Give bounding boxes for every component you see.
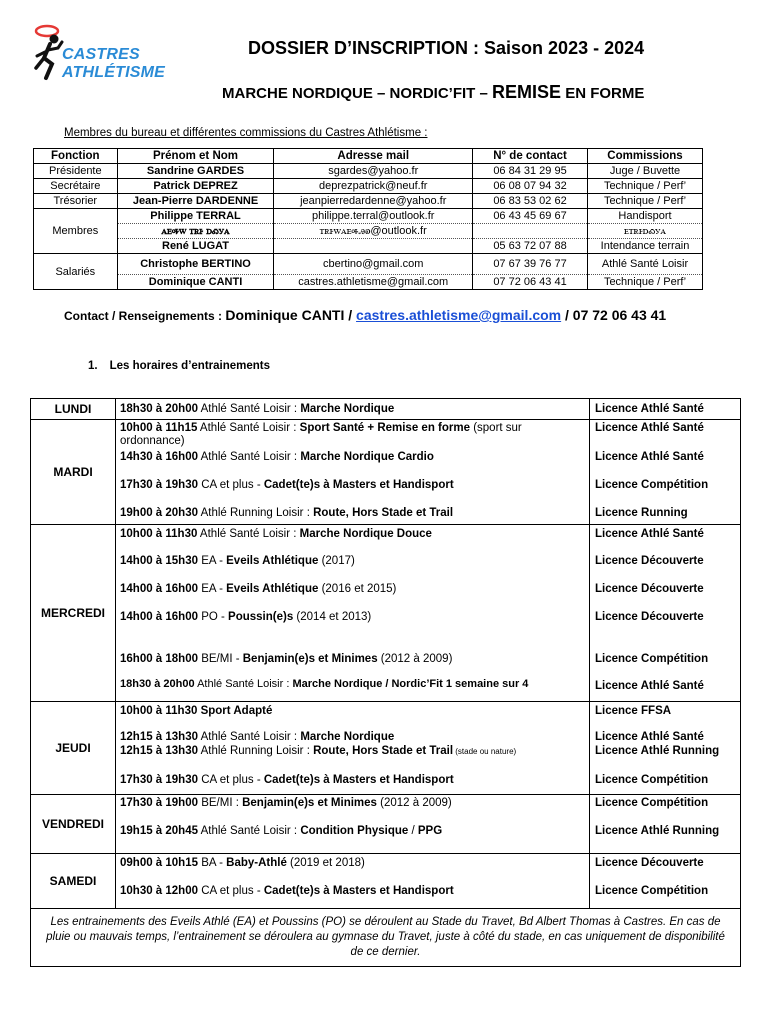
slot-post: (2019 et 2018) <box>286 857 365 869</box>
slot <box>116 823 589 851</box>
contact-sep-2: / <box>561 307 573 323</box>
slot <box>116 478 589 506</box>
licence-label: Licence Athlé Santé <box>595 528 704 540</box>
slot-pre: Athlé Santé Loisir : <box>198 451 301 463</box>
slot <box>116 730 589 744</box>
slot-time: 14h30 à 16h00 <box>120 451 199 463</box>
licence-label: Licence Athlé Running <box>595 745 720 757</box>
schedule-row-samedi <box>31 854 741 909</box>
slot <box>116 608 589 650</box>
day-samedi: SAMEDI <box>31 854 116 909</box>
slot-activity: Marche Nordique <box>300 403 395 415</box>
slot-activity: Condition Physique <box>300 825 409 837</box>
slot <box>116 450 589 478</box>
table-row <box>34 239 703 254</box>
table-row <box>34 275 703 290</box>
slot-pre: Athlé Running Loisir : <box>198 745 314 757</box>
licence-label: Licence Compétition <box>595 797 709 809</box>
members-header-row <box>34 149 703 164</box>
cell-mail[interactable]: jeanpierredardenne@yahoo.fr <box>274 194 473 209</box>
licence-label: Licence Compétition <box>595 885 709 897</box>
members-table <box>33 148 703 290</box>
slot-activity: Cadet(te)s à Masters et Handisport <box>263 885 454 897</box>
cell-tel: 06 43 45 69 67 <box>473 209 588 224</box>
slot-post: / <box>408 825 418 837</box>
slot-time: 14h00 à 16h00 <box>120 583 199 595</box>
slot <box>116 552 589 580</box>
slot-post: (stade ou nature) <box>453 747 517 756</box>
slot-activity: Sport Santé + Remise en forme <box>299 422 470 434</box>
day-jeudi: JEUDI <box>31 702 116 795</box>
slot-activity: Route, Hors Stade et Trail <box>313 745 454 757</box>
licence-label: Licence Athlé Santé <box>595 451 704 463</box>
slot-pre: BE/MI : <box>198 797 243 809</box>
slot-post: (sport sur ordonnance) <box>120 422 522 447</box>
slot <box>116 420 589 450</box>
slot-time: 12h15 à 13h30 <box>120 745 199 757</box>
slot <box>116 525 589 552</box>
lic-mercredi <box>590 525 741 702</box>
slot-post: (2012 à 2009) <box>377 653 453 665</box>
contact-line <box>64 307 666 323</box>
slot <box>116 854 589 882</box>
contact-phone: 07 72 06 43 41 <box>572 307 667 323</box>
day-mercredi: MERCREDI <box>31 525 116 702</box>
slot <box>116 677 589 699</box>
licence-label: Licence Athlé Santé <box>595 403 704 415</box>
slot-post: (2017) <box>318 555 355 567</box>
slot <box>116 795 589 823</box>
licence-label: Licence Athlé Running <box>595 825 720 837</box>
slot-post: (2016 et 2015) <box>318 583 397 595</box>
cell-fonction: Secrétaire <box>34 179 118 194</box>
cell-commission: Technique / Perf’ <box>588 179 703 194</box>
slot-post: (2012 à 2009) <box>376 797 452 809</box>
cell-nom: Philippe TERRAL <box>117 209 274 224</box>
members-caption: Membres du bureau et différentes commissions du Castres Athlétisme : <box>64 127 428 139</box>
day-lundi: LUNDI <box>31 399 116 420</box>
contact-sep-1: / <box>344 307 357 323</box>
cell-tel: 07 72 06 43 41 <box>473 275 588 290</box>
table-row <box>34 254 703 275</box>
day-vendredi: VENDREDI <box>31 795 116 854</box>
cell-fonction: Membres <box>34 209 118 254</box>
slot-activity: Route, Hors Stade et Trail <box>313 507 454 519</box>
slots-vendredi <box>116 795 590 854</box>
cell-nom: Dominique CANTI <box>117 275 274 290</box>
slot-time: 19h00 à 20h30 <box>120 507 199 519</box>
slot-time: 10h00 à 11h30 <box>120 528 198 540</box>
slot-pre: PO - <box>198 611 229 623</box>
cell-fonction: Trésorier <box>34 194 118 209</box>
table-row <box>34 164 703 179</box>
slot-pre: Athlé Santé Loisir : <box>197 528 300 540</box>
table-row <box>34 224 703 239</box>
slot-time: 14h00 à 15h30 <box>120 555 199 567</box>
page-title: DOSSIER D’INSCRIPTION : Saison 2023 - 2024 <box>248 38 645 58</box>
cell-mail[interactable]: ꭲꭱꮀꮃꭺꭼꭽꭿꭷ@outlook.fr <box>274 224 473 239</box>
slot-activity: Eveils Athlétique <box>226 555 319 567</box>
lic-samedi <box>590 854 741 909</box>
slot-time: 17h30 à 19h30 <box>120 774 199 786</box>
licence-label: Licence Découverte <box>595 611 704 623</box>
page-subtitle <box>222 82 644 103</box>
club-logo <box>32 22 192 92</box>
day-mardi: MARDI <box>31 420 116 525</box>
cell-commission: Athlé Santé Loisir <box>588 254 703 275</box>
schedule-table <box>30 398 741 967</box>
slot-activity: Sport Adapté <box>200 705 273 717</box>
schedule-row-mardi <box>31 420 741 525</box>
cell-commission: ꭼꭲꭱꮀꭰꭳꭹꭺ <box>588 224 703 239</box>
slot-time: 14h00 à 16h00 <box>120 611 199 623</box>
header-commissions: Commissions <box>588 149 703 164</box>
cell-mail[interactable]: castres.athletisme@gmail.com <box>274 275 473 290</box>
slots-jeudi <box>116 702 590 795</box>
licence-label: Licence Athlé Santé <box>595 422 704 434</box>
slots-mardi <box>116 420 590 525</box>
cell-commission: Technique / Perf’ <box>588 194 703 209</box>
slot-activity: Cadet(te)s à Masters et Handisport <box>263 479 454 491</box>
slot-activity: Eveils Athlétique <box>226 583 319 595</box>
table-row <box>34 179 703 194</box>
licence-label: Licence Compétition <box>595 774 709 786</box>
slot-time: 10h00 à 11h30 <box>120 705 198 717</box>
slot-time: 10h00 à 11h15 <box>120 422 198 434</box>
slot-activity: Benjamin(e)s et Minimes <box>242 653 378 665</box>
slot <box>116 882 589 906</box>
slot-activity: Marche Nordique Cardio <box>300 451 434 463</box>
slot-activity: Baby-Athlé <box>226 857 287 869</box>
schedule-row-vendredi <box>31 795 741 854</box>
cell-tel: 06 08 07 94 32 <box>473 179 588 194</box>
cell-commission: Handisport <box>588 209 703 224</box>
slot-time: 12h15 à 13h30 <box>120 731 199 743</box>
header-nom: Prénom et Nom <box>117 149 274 164</box>
licence-label: Licence Running <box>595 507 688 519</box>
slot-activity-2: PPG <box>417 825 443 837</box>
schedule-row-mercredi <box>31 525 741 702</box>
slot-activity: Benjamin(e)s et Minimes <box>242 797 377 809</box>
slot <box>116 506 589 524</box>
slot-pre: CA et plus - <box>198 479 264 491</box>
slot-time: 17h30 à 19h30 <box>120 479 199 491</box>
slot-time: 16h00 à 18h00 <box>120 653 199 665</box>
schedule-footer-note: Les entrainements des Eveils Athlé (EA) et Poussins (PO) se déroulent au Stade du Travet, Bd Albert Thomas à Castres. En cas de pluie ou mauvais temps, l’entrainement se déroulera au gymnase du Travet, juste à côté du stade, en cas uniquement de disponibilité de ce dernier. <box>31 909 741 967</box>
slot-time: 18h30 à 20h00 <box>120 678 195 690</box>
slot-time: 19h15 à 20h45 <box>120 825 199 837</box>
lic-vendredi <box>590 795 741 854</box>
licence-label: Licence Découverte <box>595 857 704 869</box>
lic-jeudi <box>590 702 741 795</box>
licence-label: Licence Athlé Santé <box>595 731 704 743</box>
slot <box>116 650 589 677</box>
lic-mardi <box>590 420 741 525</box>
slots-mercredi <box>116 525 590 702</box>
slot <box>116 702 589 730</box>
cell-fonction: Salariés <box>34 254 118 290</box>
slot-pre: EA - <box>198 583 227 595</box>
cell-nom: Jean-Pierre DARDENNE <box>117 194 274 209</box>
subtitle-part-2: REMISE <box>492 82 562 102</box>
cell-commission: Intendance terrain <box>588 239 703 254</box>
slot-pre: BE/MI - <box>198 653 243 665</box>
licence-label: Licence Compétition <box>595 479 709 491</box>
cell-mail[interactable]: sgardes@yahoo.fr <box>274 164 473 179</box>
cell-nom: ꭺꭼꭽꮃ ꭲꭱꮀ ꭰꭳꭹꭺ <box>117 224 274 239</box>
schedule-footer-row <box>31 909 741 967</box>
slot-pre: Athlé Santé Loisir : <box>198 403 301 415</box>
slot <box>116 399 589 419</box>
cell-nom: René LUGAT <box>117 239 274 254</box>
licence-label: Licence Athlé Santé <box>595 680 704 692</box>
cell-nom: Christophe BERTINO <box>117 254 274 275</box>
cell-commission: Technique / Perf’ <box>588 275 703 290</box>
slot-activity: Cadet(te)s à Masters et Handisport <box>263 774 454 786</box>
licence-label: Licence Découverte <box>595 555 704 567</box>
slot-post: (2014 et 2013) <box>293 611 372 623</box>
cell-mail[interactable]: philippe.terral@outlook.fr <box>274 209 473 224</box>
cell-nom: Sandrine GARDES <box>117 164 274 179</box>
logo-line-2: ATHLÉTISME <box>62 64 166 81</box>
slot-activity: Marche Nordique Douce <box>299 528 432 540</box>
subtitle-part-3: EN FORME <box>561 85 645 102</box>
slots-lundi <box>116 399 590 420</box>
slot-activity: Poussin(e)s <box>228 611 294 623</box>
licence-label: Licence FFSA <box>595 705 672 717</box>
licence-label: Licence Compétition <box>595 653 709 665</box>
slot-pre: CA et plus - <box>198 885 264 897</box>
schedule-row-lundi <box>31 399 741 420</box>
cell-tel: 05 63 72 07 88 <box>473 239 588 254</box>
header-tel: N° de contact <box>473 149 588 164</box>
section-title: Les horaires d’entrainements <box>109 360 271 372</box>
cell-tel: 07 67 39 76 77 <box>473 254 588 275</box>
cell-mail[interactable]: deprezpatrick@neuf.fr <box>274 179 473 194</box>
lic-lundi <box>590 399 741 420</box>
slot-time: 18h30 à 20h00 <box>120 403 199 415</box>
slot-activity: Marche Nordique / Nordic’Fit 1 semaine sur 4 <box>292 678 529 690</box>
cell-mail[interactable]: cbertino@gmail.com <box>274 254 473 275</box>
cell-mail <box>274 239 473 254</box>
slot-pre: Athlé Running Loisir : <box>198 507 314 519</box>
slot-pre: Athlé Santé Loisir : <box>198 825 301 837</box>
slot-pre: EA - <box>198 555 227 567</box>
slot-pre: BA - <box>198 857 227 869</box>
cell-tel: 06 84 31 29 95 <box>473 164 588 179</box>
slot <box>116 744 589 772</box>
contact-email-link[interactable]: castres.athletisme@gmail.com <box>356 307 562 323</box>
logo-line-1: CASTRES <box>62 46 140 63</box>
slot-time: 10h30 à 12h00 <box>120 885 199 897</box>
table-row <box>34 209 703 224</box>
slot <box>116 772 589 792</box>
slot-pre: Athlé Santé Loisir : <box>194 678 293 690</box>
schedule-row-jeudi <box>31 702 741 795</box>
table-row <box>34 194 703 209</box>
section-number: 1. <box>88 360 98 372</box>
slot-activity: Marche Nordique <box>300 731 395 743</box>
slot <box>116 580 589 608</box>
contact-label: Contact / Renseignements : <box>64 309 226 323</box>
cell-tel: 06 83 53 02 62 <box>473 194 588 209</box>
contact-name: Dominique CANTI <box>225 307 345 323</box>
header-mail: Adresse mail <box>274 149 473 164</box>
cell-fonction: Présidente <box>34 164 118 179</box>
subtitle-part-1: MARCHE NORDIQUE – NORDIC’FIT – <box>222 85 493 102</box>
cell-nom: Patrick DEPREZ <box>117 179 274 194</box>
runner-logo-icon <box>32 22 66 82</box>
slot-pre: Athlé Santé Loisir : <box>197 422 300 434</box>
slot-time: 17h30 à 19h00 <box>120 797 199 809</box>
cell-commission: Juge / Buvette <box>588 164 703 179</box>
section-heading <box>88 360 282 372</box>
slots-samedi <box>116 854 590 909</box>
licence-label: Licence Découverte <box>595 583 704 595</box>
slot-pre: CA et plus - <box>198 774 264 786</box>
slot-time: 09h00 à 10h15 <box>120 857 199 869</box>
header-fonction: Fonction <box>34 149 118 164</box>
slot-pre: Athlé Santé Loisir : <box>198 731 301 743</box>
cell-tel <box>473 224 588 239</box>
